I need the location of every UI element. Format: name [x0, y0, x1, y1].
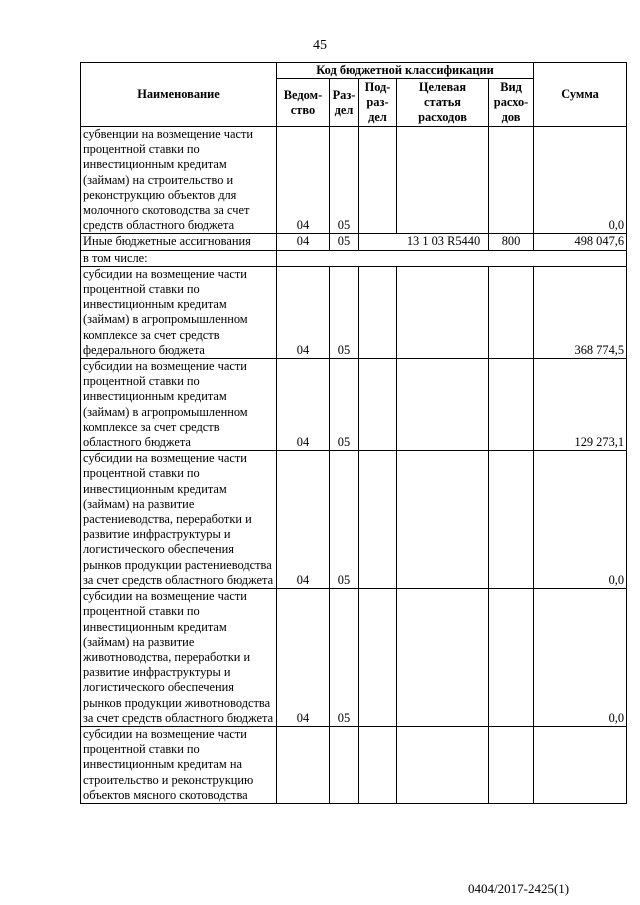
header-razdel: Раз-дел [330, 79, 359, 127]
row-razdel: 05 [330, 589, 359, 727]
row-celevaya [397, 266, 489, 358]
row-celevaya [397, 451, 489, 589]
row-ved: 04 [277, 589, 330, 727]
row-razdel: 05 [330, 359, 359, 451]
row-podrazdel [359, 726, 397, 803]
budget-table [80, 62, 627, 804]
row-summa: 0,0 [534, 451, 627, 589]
row-vid [489, 359, 534, 451]
row-podrazdel [359, 589, 397, 727]
row-name: субсидии на возмещение части процентной ставки по инвестиционным кредитам (займам) в агропромышленном комплексе за счет средств областного бюджета [81, 359, 277, 451]
row-podrazdel [359, 451, 397, 589]
table-row [81, 266, 627, 358]
header-vedomstvo: Ведом-ство [277, 79, 330, 127]
row-celevaya: 13 1 03 R5440 [359, 234, 489, 250]
row-podrazdel [359, 266, 397, 358]
row-name: Иные бюджетные ассигнования [81, 234, 277, 250]
row-podrazdel [359, 359, 397, 451]
row-razdel: 05 [330, 451, 359, 589]
header-summa: Сумма [534, 63, 627, 127]
row-summa: 498 047,6 [534, 234, 627, 250]
row-vid [489, 266, 534, 358]
row-celevaya [397, 726, 489, 803]
table-row [81, 451, 627, 589]
table-row [81, 234, 627, 250]
row-razdel: 05 [330, 234, 359, 250]
header-code-group: Код бюджетной классификации [277, 63, 534, 79]
row-summa: 129 273,1 [534, 359, 627, 451]
row-vid: 800 [489, 234, 534, 250]
row-summa [534, 726, 627, 803]
header-celevaya: Целевая статья расходов [397, 79, 489, 127]
row-ved: 04 [277, 359, 330, 451]
row-empty [277, 250, 627, 266]
table-row [81, 589, 627, 727]
row-ved: 04 [277, 451, 330, 589]
row-name: субсидии на возмещение части процентной ставки по инвестиционным кредитам (займам) на развитие растениеводства, переработки и развитие инфраструктуры и логистического обеспечения рынков продукции растениеводства за счет средств областного бюджета [81, 451, 277, 589]
row-celevaya [397, 359, 489, 451]
header-vid: Вид расхо-дов [489, 79, 534, 127]
table-row [81, 359, 627, 451]
row-name: субвенции на возмещение части процентной ставки по инвестиционным кредитам (займам) на строительство и реконструкцию объектов для молочного скотоводства за счет средств областного бюджета [81, 127, 277, 234]
table-row [81, 250, 627, 266]
table-row [81, 127, 627, 234]
row-celevaya [397, 589, 489, 727]
row-name: субсидии на возмещение части процентной ставки по инвестиционным кредитам (займам) в агропромышленном комплексе за счет средств федерального бюджета [81, 266, 277, 358]
row-summa: 368 774,5 [534, 266, 627, 358]
header-row-1 [81, 63, 627, 79]
row-ved: 04 [277, 234, 330, 250]
row-name: субсидии на возмещение части процентной ставки по инвестиционным кредитам (займам) на развитие животноводства, переработки и развитие инфраструктуры и логистического обеспечения рынков продукции животноводства за счет средств областного бюджета [81, 589, 277, 727]
document-code: 0404/2017-2425(1) [468, 881, 570, 896]
header-podrazdel: Под-раз-дел [359, 79, 397, 127]
page-number: 45 [313, 38, 327, 53]
row-podrazdel [359, 127, 397, 234]
table-row [81, 726, 627, 803]
header-name: Наименование [81, 63, 277, 127]
row-vid [489, 127, 534, 234]
row-ved: 04 [277, 127, 330, 234]
row-name: в том числе: [81, 250, 277, 266]
row-razdel: 05 [330, 266, 359, 358]
row-vid [489, 451, 534, 589]
row-vid [489, 726, 534, 803]
row-summa: 0,0 [534, 127, 627, 234]
row-celevaya [397, 127, 489, 234]
row-ved: 04 [277, 266, 330, 358]
row-name: субсидии на возмещение части процентной ставки по инвестиционным кредитам на строительство и реконструкцию объектов мясного скотоводства [81, 726, 277, 803]
row-razdel: 05 [330, 127, 359, 234]
row-ved [277, 726, 330, 803]
row-summa: 0,0 [534, 589, 627, 727]
row-vid [489, 589, 534, 727]
row-razdel [330, 726, 359, 803]
